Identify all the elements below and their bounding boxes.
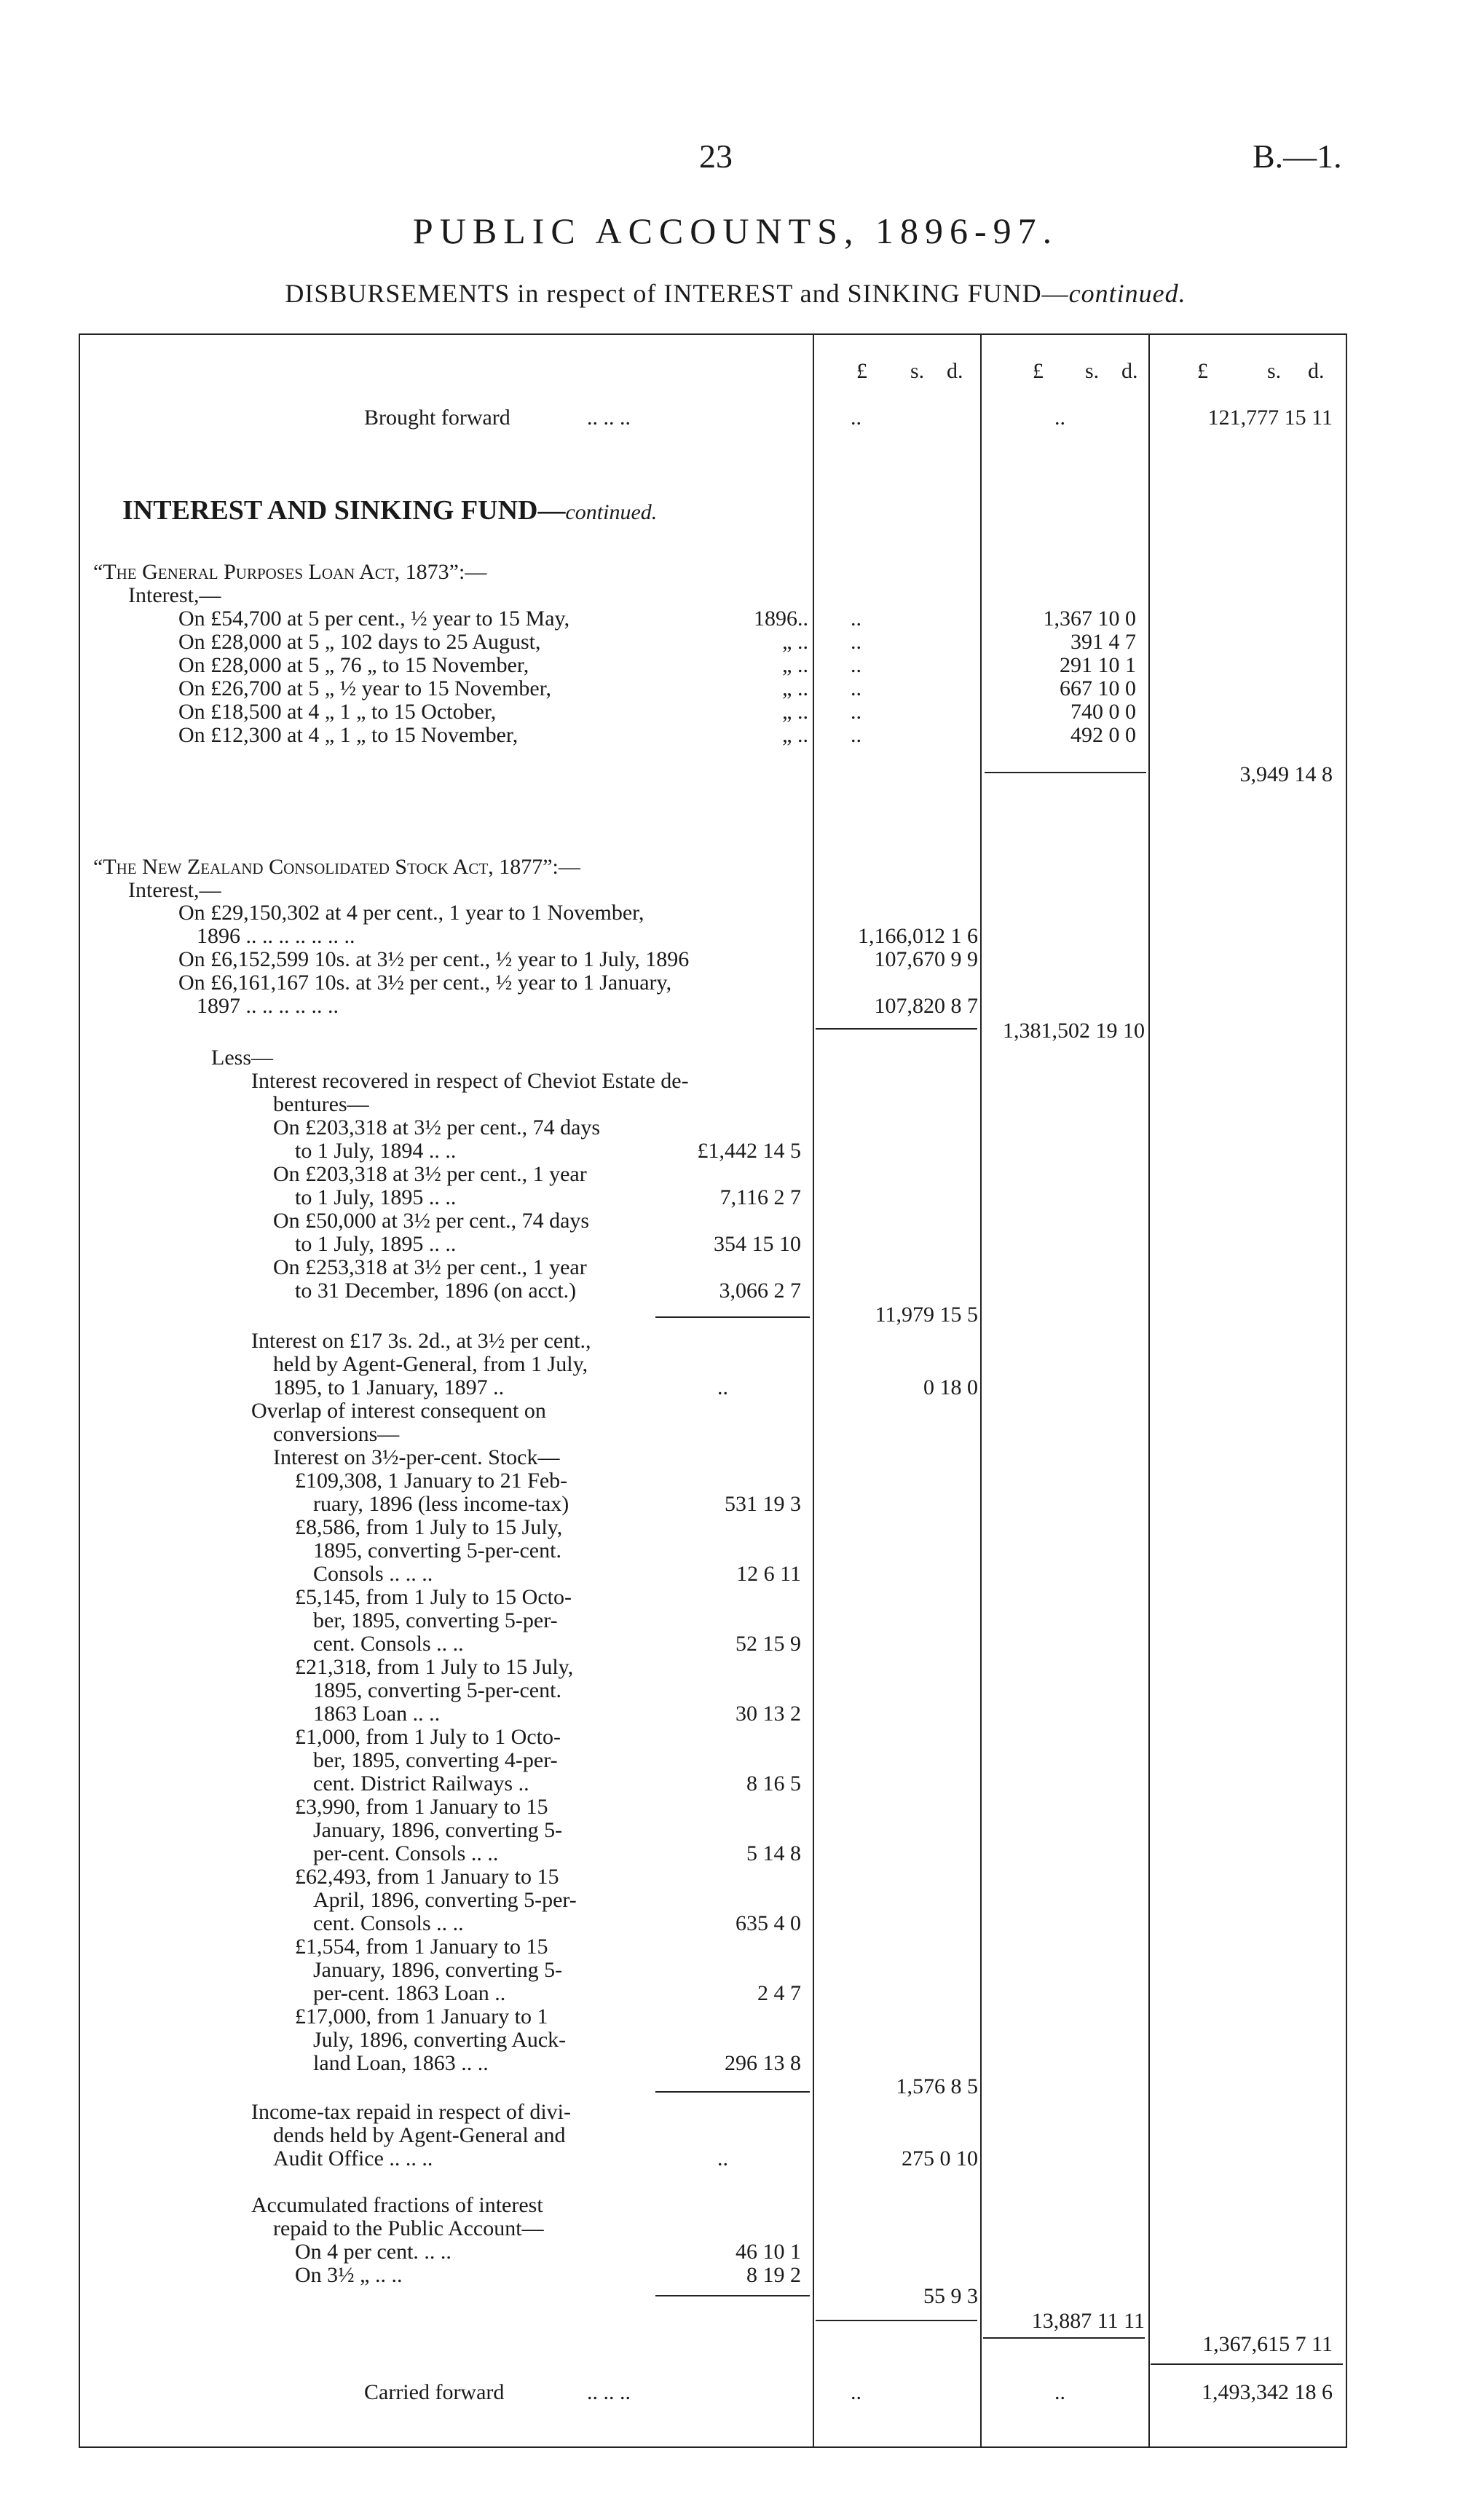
cheviot-row-line2: to 1 July, 1895 .. .. [295, 1185, 457, 1209]
act-1873-subtotal-rule [985, 772, 1146, 773]
act-1877-interest-label: Interest,— [128, 878, 221, 902]
act-1873-row-desc: On £54,700 at 5 per cent., ½ year to 15 May, [178, 607, 570, 631]
overlap-row-line: Consols .. .. .. [313, 1562, 433, 1586]
act-1873-row-amount: 740 0 0 [1070, 700, 1136, 724]
act-1873-row-year: „ .. [782, 723, 808, 747]
brought-forward-col2: .. [1054, 406, 1065, 430]
act-1873-row-year: 1896.. [754, 607, 808, 631]
overlap-total: 1,576 8 5 [896, 2074, 978, 2098]
income-tax-dots: .. [717, 2146, 728, 2171]
agent-general-line3: 1895, to 1 January, 1897 .. [273, 1375, 505, 1399]
col2-pence-header: d. [1121, 359, 1138, 383]
carried-forward-dots: .. .. .. [587, 2380, 631, 2404]
overlap-row-amount: 531 19 3 [725, 1492, 801, 1516]
agent-general-line1: Interest on £17 3s. 2d., at 3½ per cent., [251, 1329, 591, 1353]
brought-forward-col1: .. [851, 406, 861, 430]
cheviot-heading-line1: Interest recovered in respect of Cheviot Estate de- [251, 1069, 689, 1093]
overlap-row-amount: 5 14 8 [746, 1841, 801, 1865]
act-1877-row2: On £6,152,599 10s. at 3½ per cent., ½ year to 1 July, 1896 [178, 947, 690, 971]
cheviot-row-line1: On £50,000 at 3½ per cent., 74 days [273, 1209, 590, 1233]
income-tax-line3: Audit Office .. .. .. [273, 2146, 433, 2171]
cheviot-rule [655, 1316, 810, 1318]
overlap-row-line: per-cent. Consols .. .. [313, 1841, 499, 1865]
act-1873-interest-label: Interest,— [128, 583, 221, 607]
overlap-row-line: April, 1896, converting 5-per- [313, 1888, 577, 1912]
overlap-line3: Interest on 3½-per-cent. Stock— [273, 1445, 560, 1469]
agent-general-line2: held by Agent-General, from 1 July, [273, 1352, 588, 1376]
cheviot-row-line1: On £203,318 at 3½ per cent., 74 days [273, 1115, 601, 1139]
page-number: 23 [699, 138, 733, 175]
act-1877-row3-amount: 107,820 8 7 [874, 994, 978, 1018]
less-label: Less— [211, 1046, 273, 1070]
act-1873-row-amount: 667 10 0 [1060, 676, 1136, 700]
act-1877-row3-line2: 1897 .. .. .. .. .. .. [197, 994, 339, 1018]
overlap-line1: Overlap of interest consequent on [251, 1399, 546, 1423]
fractions-row-amount: 8 19 2 [746, 2263, 801, 2287]
overlap-row-line: per-cent. 1863 Loan .. [313, 1981, 506, 2005]
act-1877-gross-rule [816, 1028, 977, 1030]
overlap-row-line: £1,554, from 1 January to 15 [295, 1935, 548, 1959]
less-subtotal-rule [816, 2320, 977, 2321]
overlap-row-line: cent. Consols .. .. [313, 1911, 464, 1935]
cheviot-row-line1: On £203,318 at 3½ per cent., 1 year [273, 1162, 587, 1186]
act-1873-row-desc: On £12,300 at 4 „ 1 „ to 15 November, [178, 723, 518, 747]
act-1873-row-col1: .. [851, 723, 861, 747]
overlap-row-line: 1895, converting 5-per-cent. [313, 1678, 561, 1702]
act-1873-row-amount: 391 4 7 [1070, 630, 1136, 654]
page-subtitle: DISBURSEMENTS in respect of INTEREST and SINKING FUND—continued. [285, 279, 1186, 308]
overlap-row-line: cent. District Railways .. [313, 1771, 529, 1796]
act-1873-row-year: „ .. [782, 700, 808, 724]
fractions-row-label: On 4 per cent. .. .. [295, 2240, 451, 2264]
overlap-row-line: 1895, converting 5-per-cent. [313, 1539, 561, 1563]
overlap-row-line: £3,990, from 1 January to 15 [295, 1795, 548, 1819]
act-1873-row-col1: .. [851, 630, 861, 654]
agent-general-dots: .. [717, 1375, 728, 1399]
col1-pound-header: £ [856, 359, 867, 383]
act-1873-row-desc: On £26,700 at 5 „ ½ year to 15 November, [178, 676, 552, 700]
overlap-row-amount: 52 15 9 [736, 1632, 801, 1656]
overlap-row-line: ruary, 1896 (less income-tax) [313, 1492, 569, 1516]
overlap-row-line: £8,586, from 1 July to 15 July, [295, 1515, 563, 1539]
overlap-row-line: £62,493, from 1 January to 15 [295, 1865, 559, 1889]
overlap-row-line: January, 1896, converting 5- [313, 1958, 563, 1982]
carried-forward-col1: .. [851, 2380, 861, 2404]
act-1873-row-year: „ .. [782, 676, 808, 700]
act-1873-row-year: „ .. [782, 653, 808, 677]
act-1873-total: 3,949 14 8 [1239, 762, 1333, 786]
overlap-line2: conversions— [273, 1422, 400, 1446]
act-1873-title: “The General Purposes Loan Act, 1873”:— [93, 560, 487, 584]
act-1877-row1-line2: 1896 .. .. .. .. .. .. .. [197, 924, 355, 948]
fractions-line1: Accumulated fractions of interest [251, 2193, 543, 2217]
overlap-row-amount: 296 13 8 [725, 2051, 801, 2075]
overlap-row-amount: 635 4 0 [736, 1911, 801, 1935]
net-rule [983, 2337, 1145, 2339]
income-tax-total: 275 0 10 [902, 2146, 978, 2171]
act-1877-row1-line1: On £29,150,302 at 4 per cent., 1 year to 1 November, [178, 901, 644, 925]
overlap-row-line: £17,000, from 1 January to 1 [295, 2004, 548, 2029]
overlap-row-line: 1863 Loan .. .. [313, 1702, 441, 1726]
act-1873-row-year: „ .. [782, 630, 808, 654]
act-1873-row-desc: On £18,500 at 4 „ 1 „ to 15 October, [178, 700, 497, 724]
act-1873-row-col1: .. [851, 607, 861, 631]
overlap-row-line: ber, 1895, converting 4-per- [313, 1748, 558, 1772]
overlap-row-amount: 2 4 7 [757, 1981, 801, 2005]
carried-forward-col2: .. [1054, 2380, 1065, 2404]
section-heading: INTEREST AND SINKING FUND—continued. [122, 495, 658, 526]
col3-pound-header: £ [1197, 359, 1208, 383]
cheviot-row-line2: to 1 July, 1894 .. .. [295, 1139, 457, 1163]
fractions-total: 55 9 3 [923, 2284, 978, 2308]
carried-forward-amount: 1,493,342 18 6 [1202, 2380, 1333, 2404]
overlap-row-line: £5,145, from 1 July to 15 Octo- [295, 1585, 572, 1609]
cheviot-row-amount: 7,116 2 7 [719, 1185, 801, 1209]
overlap-row-line: January, 1896, converting 5- [313, 1818, 563, 1842]
less-total: 13,887 11 11 [1031, 2309, 1145, 2333]
cheviot-row-line2: to 1 July, 1895 .. .. [295, 1232, 457, 1256]
act-1877-title: “The New Zealand Consolidated Stock Act, 1877”:— [93, 855, 580, 879]
column-rule-3 [1148, 333, 1150, 2448]
overlap-row-amount: 12 6 11 [736, 1562, 801, 1586]
act-1873-row-amount: 1,367 10 0 [1043, 607, 1136, 631]
page-reference: B.—1. [1253, 138, 1342, 175]
col1-pence-header: d. [947, 359, 963, 383]
cheviot-row-amount: 3,066 2 7 [719, 1279, 801, 1303]
act-1877-row1-amount: 1,166,012 1 6 [858, 924, 978, 948]
overlap-row-line: £1,000, from 1 July to 1 Octo- [295, 1725, 561, 1749]
overlap-rule [655, 2091, 810, 2093]
act-1873-row-desc: On £28,000 at 5 „ 76 „ to 15 November, [178, 653, 529, 677]
cheviot-row-line1: On £253,318 at 3½ per cent., 1 year [273, 1255, 587, 1279]
income-tax-line1: Income-tax repaid in respect of divi- [251, 2100, 571, 2124]
carried-forward-label: Carried forward [364, 2380, 505, 2404]
agent-general-total: 0 18 0 [923, 1375, 978, 1399]
col2-pound-header: £ [1033, 359, 1044, 383]
act-1877-gross-total: 1,381,502 19 10 [1003, 1019, 1145, 1043]
overlap-row-amount: 30 13 2 [736, 1702, 801, 1726]
act-1873-row-col1: .. [851, 700, 861, 724]
act-1873-row-amount: 492 0 0 [1070, 723, 1136, 747]
cheviot-heading-line2: bentures— [273, 1092, 369, 1116]
income-tax-line2: dends held by Agent-General and [273, 2123, 566, 2147]
cheviot-total: 11,979 15 5 [875, 1303, 978, 1327]
fractions-line2: repaid to the Public Account— [273, 2216, 544, 2240]
col1-shilling-header: s. [910, 359, 925, 383]
fractions-rule [655, 2295, 810, 2296]
act-1877-row3-line1: On £6,161,167 10s. at 3½ per cent., ½ year to 1 January, [178, 971, 672, 995]
cheviot-row-amount: £1,442 14 5 [697, 1139, 801, 1163]
act-1877-net-total: 1,367,615 7 11 [1202, 2332, 1333, 2356]
grand-total-rule [1151, 2363, 1343, 2365]
overlap-row-line: £109,308, 1 January to 21 Feb- [295, 1469, 568, 1493]
act-1873-row-col1: .. [851, 653, 861, 677]
act-1873-row-col1: .. [851, 676, 861, 700]
fractions-row-label: On 3½ „ .. .. [295, 2263, 403, 2287]
page-title: PUBLIC ACCOUNTS, 1896-97. [412, 210, 1059, 251]
overlap-row-line: land Loan, 1863 .. .. [313, 2051, 489, 2075]
overlap-row-line: £21,318, from 1 July to 15 July, [295, 1655, 574, 1679]
col2-shilling-header: s. [1085, 359, 1100, 383]
cheviot-row-line2: to 31 December, 1896 (on acct.) [295, 1279, 577, 1303]
column-rule-2 [980, 333, 982, 2448]
act-1873-row-desc: On £28,000 at 5 „ 102 days to 25 August, [178, 630, 541, 654]
col3-pence-header: d. [1308, 359, 1325, 383]
fractions-row-amount: 46 10 1 [736, 2240, 801, 2264]
overlap-row-line: ber, 1895, converting 5-per- [313, 1608, 558, 1632]
overlap-row-line: July, 1896, converting Auck- [313, 2028, 567, 2052]
col3-shilling-header: s. [1267, 359, 1282, 383]
brought-forward-amount: 121,777 15 11 [1207, 406, 1333, 430]
act-1873-row-amount: 291 10 1 [1060, 653, 1136, 677]
overlap-row-amount: 8 16 5 [746, 1771, 801, 1796]
overlap-row-line: cent. Consols .. .. [313, 1632, 464, 1656]
cheviot-row-amount: 354 15 10 [714, 1232, 801, 1256]
act-1877-row2-amount: 107,670 9 9 [874, 947, 978, 971]
brought-forward-label: Brought forward [364, 406, 510, 430]
brought-forward-dots: .. .. .. [587, 406, 631, 430]
